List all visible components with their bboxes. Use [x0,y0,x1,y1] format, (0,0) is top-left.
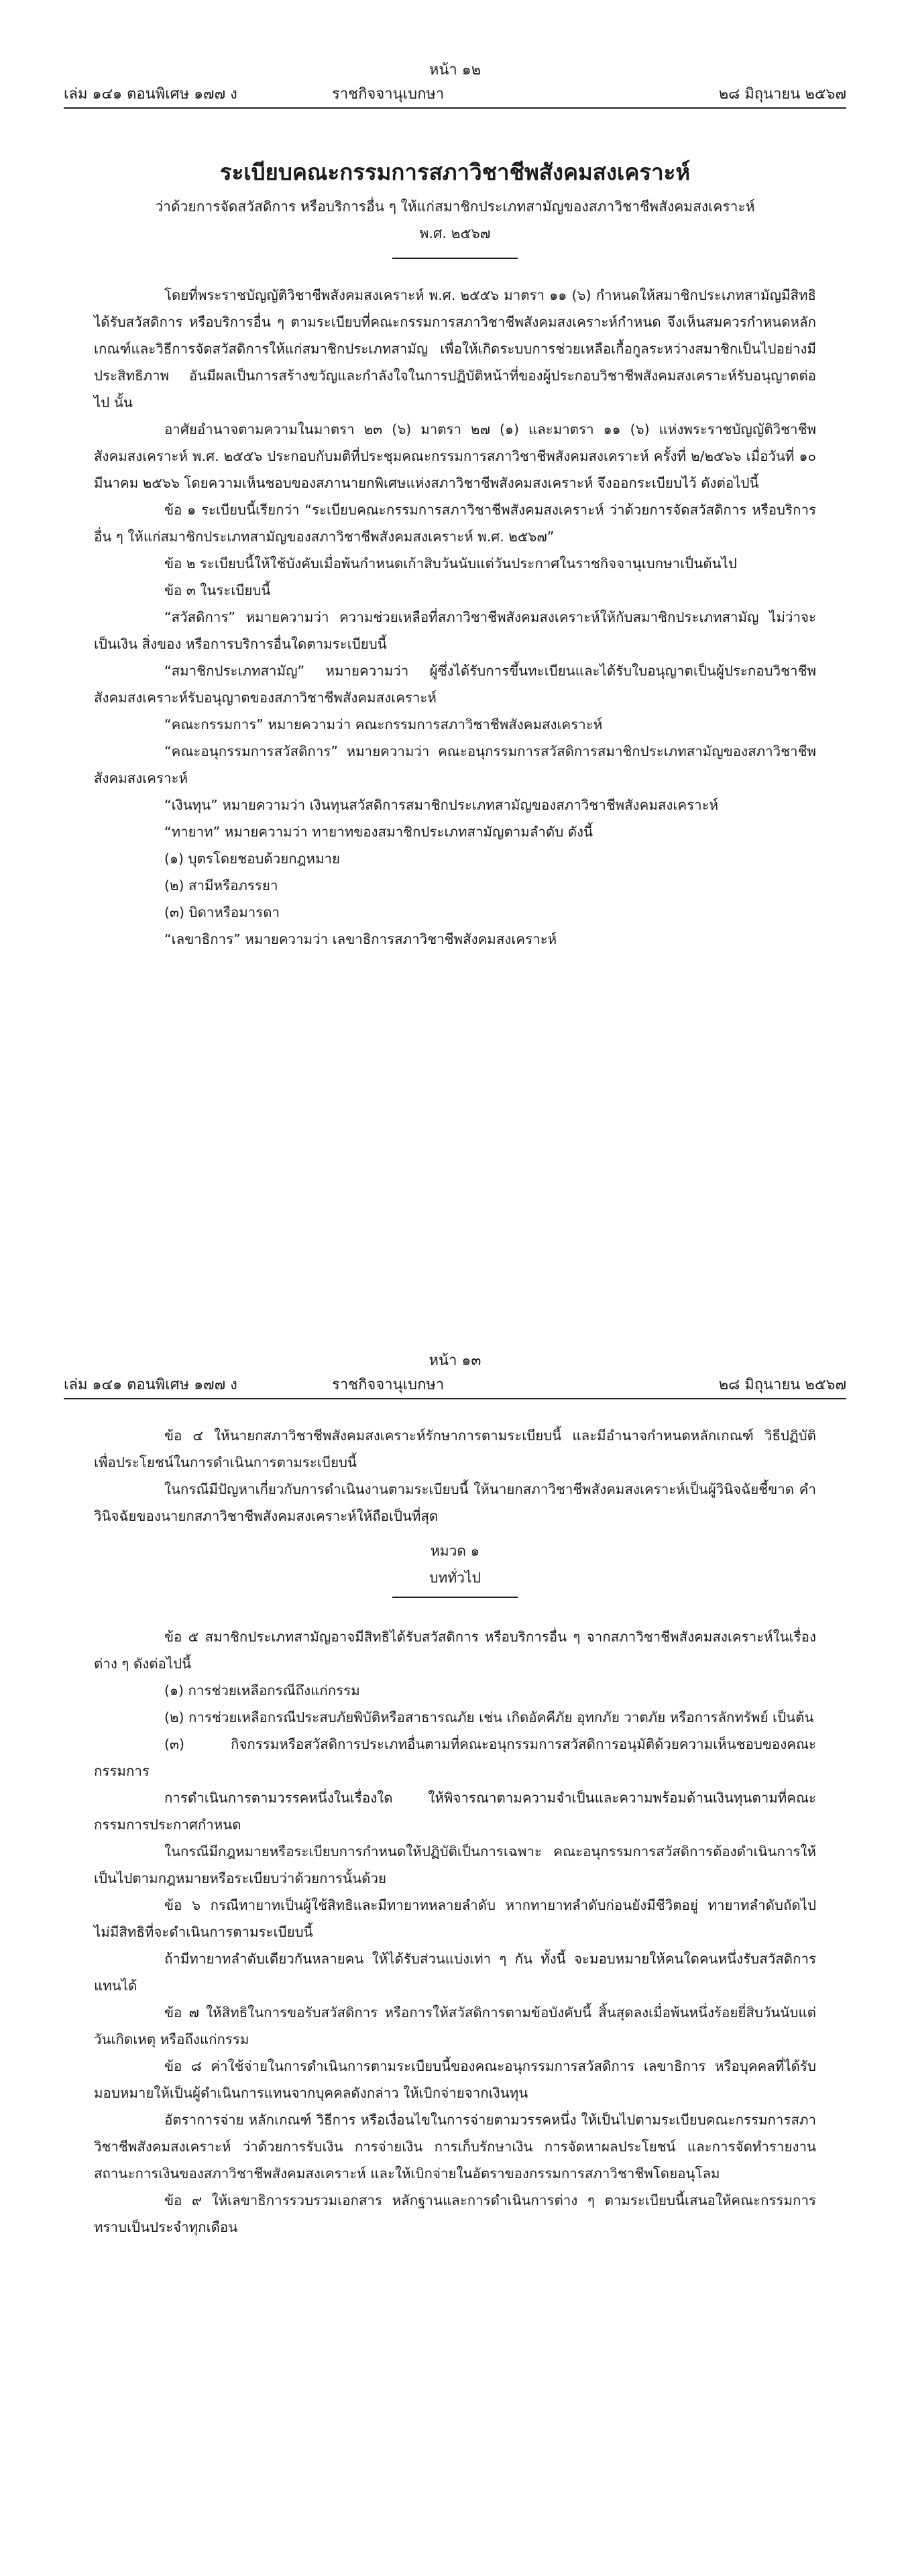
clause-paragraph: ในกรณีมีปัญหาเกี่ยวกับการดำเนินงานตามระเบียบนี้ ให้นายกสภาวิชาชีพสังคมสงเคราะห์เป็นผู้วินิจฉัยชี้ขาด คำวินิจฉัยของนายกสภาวิชาชีพสังคมสงเคราะห์ให้ถือเป็นที่สุด [94,1481,816,1524]
clause-paragraph: ข้อ ๑ ระเบียบนี้เรียกว่า “ระเบียบคณะกรรมการสภาวิชาชีพสังคมสงเคราะห์ ว่าด้วยการจัดสวัสดิการ หรือบริการอื่น ๆ ให้แก่สมาชิกประเภทสามัญของสภาวิชาชีพสังคมสงเคราะห์ พ.ศ. ๒๕๖๗” [94,502,816,545]
clause-paragraph: โดยที่พระราชบัญญัติวิชาชีพสังคมสงเคราะห์ พ.ศ. ๒๕๕๖ มาตรา ๑๑ (๖) กำหนดให้สมาชิกประเภทสามัญมีสิทธิได้รับสวัสดิการ หรือบริการอื่น ๆ ตามระเบียบที่คณะกรรมการสภาวิชาชีพสังคมสงเคราะห์กำหนด จึงเห็นสมควรกำหนดหลักเกณฑ์และวิธีการจัดสวัสดิการให้แก่สมาชิกประเภทสามัญ เพื่อให้เกิดระบบการช่วยเหลือเกื้อกูลระหว่างสมาชิกเป็นไปอย่างมีประสิทธิภาพ อันมีผลเป็นการสร้างขวัญและกำลังใจในการปฏิบัติหน้าที่ของผู้ประกอบวิชาชีพสังคมสงเคราะห์รับอนุญาตต่อไป นั้น [94,287,816,411]
chapter-divider [392,1597,518,1598]
header-date: ๒๘ มิถุนายน ๒๕๖๗ [718,1377,846,1393]
clause-paragraph: การดำเนินการตามวรรคหนึ่งในเรื่องใด ให้พิจารณาตามความจำเป็นและความพร้อมด้านเงินทุนตามที่คณะกรรมการประกาศกำหนด [94,1790,816,1833]
clause-paragraph: (๓) กิจกรรมหรือสวัสดิการประเภทอื่นตามที่คณะอนุกรรมการสวัสดิการอนุมัติด้วยความเห็นชอบของคณะกรรมการ [94,1736,816,1779]
chapter-title: บททั่วไป [429,1570,481,1586]
clause-paragraph: “คณะอนุกรรมการสวัสดิการ” หมายความว่า คณะอนุกรรมการสวัสดิการสมาชิกประเภทสามัญของสภาวิชาชีพสังคมสงเคราะห์ [94,743,816,786]
clause-paragraph: ข้อ ๗ ให้สิทธิในการขอรับสวัสดิการ หรือการให้สวัสดิการตามข้อบังคับนี้ สิ้นสุดลงเมื่อพ้นหนึ่งร้อยยี่สิบวันนับแต่วันเกิดเหตุ หรือถึงแก่กรรม [94,2004,816,2047]
clause-paragraph: “ทายาท” หมายความว่า ทายาทของสมาชิกประเภทสามัญตามลำดับ ดังนี้ [164,824,593,840]
clause-paragraph: ข้อ ๖ กรณีทายาทเป็นผู้ใช้สิทธิและมีทายาทหลายลำดับ หากทายาทลำดับก่อนยังมีชีวิตอยู่ ทายาทลำดับถัดไปไม่มีสิทธิที่จะดำเนินการตามระเบียบนี้ [94,1897,816,1940]
clause-paragraph: (๑) บุตรโดยชอบด้วยกฎหมาย [164,851,340,867]
clause-paragraph: ข้อ ๘ ค่าใช้จ่ายในการดำเนินการตามระเบียบนี้ของคณะอนุกรรมการสวัสดิการ เลขาธิการ หรือบุคคลที่ได้รับมอบหมายให้เป็นผู้ดำเนินการแทนจากบุคคลดังกล่าว ให้เบิกจ่ายจากเงินทุน [94,2058,816,2101]
document-title: ระเบียบคณะกรรมการสภาวิชาชีพสังคมสงเคราะห์ [219,159,691,185]
document-subtitle: ว่าด้วยการจัดสวัสดิการ หรือบริการอื่น ๆ ให้แก่สมาชิกประเภทสามัญของสภาวิชาชีพสังคมสงเคราะห์ [155,199,755,215]
header-date: ๒๘ มิถุนายน ๒๕๖๗ [718,86,846,103]
regulation-body-top [94,1422,816,1529]
gazette-header [64,78,846,109]
clause-paragraph: “เลขาธิการ” หมายความว่า เลขาธิการสภาวิชาชีพสังคมสงเคราะห์ [164,931,557,947]
gazette-page-13 [0,1315,910,2576]
clause-paragraph: “สวัสดิการ” หมายความว่า ความช่วยเหลือที่สภาวิชาชีพสังคมสงเคราะห์ให้กับสมาชิกประเภทสามัญ ไม่ว่าจะเป็นเงิน สิ่งของ หรือการบริการอื่นใดตามระเบียบนี้ [94,609,816,652]
clause-paragraph: ในกรณีมีกฎหมายหรือระเบียบการกำหนดให้ปฏิบัติเป็นการเฉพาะ คณะอนุกรรมการสวัสดิการต้องดำเนินการให้เป็นไปตามกฎหมายหรือระเบียบว่าด้วยการนั้นด้วย [94,1843,816,1886]
header-publication: ราชกิจจานุเบกษา [332,1377,445,1393]
clause-paragraph: อัตราการจ่าย หลักเกณฑ์ วิธีการ หรือเงื่อนไขในการจ่ายตามวรรคหนึ่ง ให้เป็นไปตามระเบียบคณะกรรมการสภาวิชาชีพสังคมสงเคราะห์ ว่าด้วยการรับเงิน การจ่ายเงิน การเก็บรักษาเงิน การจัดหาผลประโยชน์ และการจัดทำรายงานสถานะการเงินของสภาวิชาชีพสังคมสงเคราะห์ และให้เบิกจ่ายในอัตราของกรรมการสภาวิชาชีพโดยอนุโลม [94,2112,816,2182]
clause-paragraph: “สมาชิกประเภทสามัญ” หมายความว่า ผู้ซึ่งได้รับการขึ้นทะเบียนและได้รับใบอนุญาตเป็นผู้ประกอบวิชาชีพสังคมสงเคราะห์รับอนุญาตของสภาวิชาชีพสังคมสงเคราะห์ [94,663,816,706]
header-volume: เล่ม ๑๔๑ ตอนพิเศษ ๑๗๗ ง [64,86,237,103]
clause-paragraph: (๑) การช่วยเหลือกรณีถึงแก่กรรม [164,1682,360,1699]
chapter-number: หมวด ๑ [430,1543,480,1559]
page-number: หน้า ๑๓ [429,1352,481,1369]
clause-paragraph: ข้อ ๕ สมาชิกประเภทสามัญอาจมีสิทธิได้รับสวัสดิการ หรือบริการอื่น ๆ จากสภาวิชาชีพสังคมสงเคราะห์ในเรื่องต่าง ๆ ดังต่อไปนี้ [94,1629,816,1672]
gazette-header [64,1368,846,1399]
regulation-body [94,282,816,953]
clause-paragraph: (๒) การช่วยเหลือกรณีประสบภัยพิบัติหรือสาธารณภัย เช่น เกิดอัคคีภัย อุทกภัย วาตภัย หรือการลักทรัพย์ เป็นต้น [164,1709,814,1725]
clause-paragraph: ข้อ ๙ ให้เลขาธิการรวบรวมเอกสาร หลักฐานและการดำเนินการต่าง ๆ ตามระเบียบนี้เสนอให้คณะกรรมการทราบเป็นประจำทุกเดือน [94,2192,816,2235]
clause-paragraph: “เงินทุน” หมายความว่า เงินทุนสวัสดิการสมาชิกประเภทสามัญของสภาวิชาชีพสังคมสงเคราะห์ [164,797,719,813]
clause-paragraph: อาศัยอำนาจตามความในมาตรา ๒๓ (๖) มาตรา ๒๗ (๑) และมาตรา ๑๑ (๖) แห่งพระราชบัญญัติวิชาชีพสังคมสงเคราะห์ พ.ศ. ๒๕๕๖ ประกอบกับมติที่ประชุมคณะกรรมการสภาวิชาชีพสังคมสงเคราะห์ ครั้งที่ ๒/๒๕๖๖ เมื่อวันที่ ๑๐ มีนาคม ๒๕๖๖ โดยความเห็นชอบของสภานายกพิเศษแห่งสภาวิชาชีพสังคมสงเคราะห์ จึงออกระเบียบไว้ ดังต่อไปนี้ [94,421,816,491]
clause-paragraph: (๓) บิดาหรือมารดา [164,904,280,920]
regulation-body-main [94,1623,816,2241]
title-divider [392,258,518,259]
header-volume: เล่ม ๑๔๑ ตอนพิเศษ ๑๗๗ ง [64,1377,237,1393]
clause-paragraph: ข้อ ๓ ในระเบียบนี้ [164,582,271,598]
clause-paragraph: “คณะกรรมการ” หมายความว่า คณะกรรมการสภาวิชาชีพสังคมสงเคราะห์ [164,716,603,733]
clause-paragraph: (๒) สามีหรือภรรยา [164,877,278,894]
page-number: หน้า ๑๒ [429,62,481,78]
header-publication: ราชกิจจานุเบกษา [332,86,445,103]
clause-paragraph: ข้อ ๒ ระเบียบนี้ให้ใช้บังคับเมื่อพ้นกำหนดเก้าสิบวันนับแต่วันประกาศในราชกิจจานุเบกษาเป็นต้นไป [164,555,737,572]
document-year: พ.ศ. ๒๕๖๗ [419,225,491,241]
clause-paragraph: ข้อ ๔ ให้นายกสภาวิชาชีพสังคมสงเคราะห์รักษาการตามระเบียบนี้ และมีอำนาจกำหนดหลักเกณฑ์ วิธีปฏิบัติ เพื่อประโยชน์ในการดำเนินการตามระเบียบนี้ [94,1428,816,1470]
clause-paragraph: ถ้ามีทายาทลำดับเดียวกันหลายคน ให้ได้รับส่วนแบ่งเท่า ๆ กัน ทั้งนี้ จะมอบหมายให้คนใดคนหนึ่งรับสวัสดิการแทนได้ [94,1951,816,1994]
